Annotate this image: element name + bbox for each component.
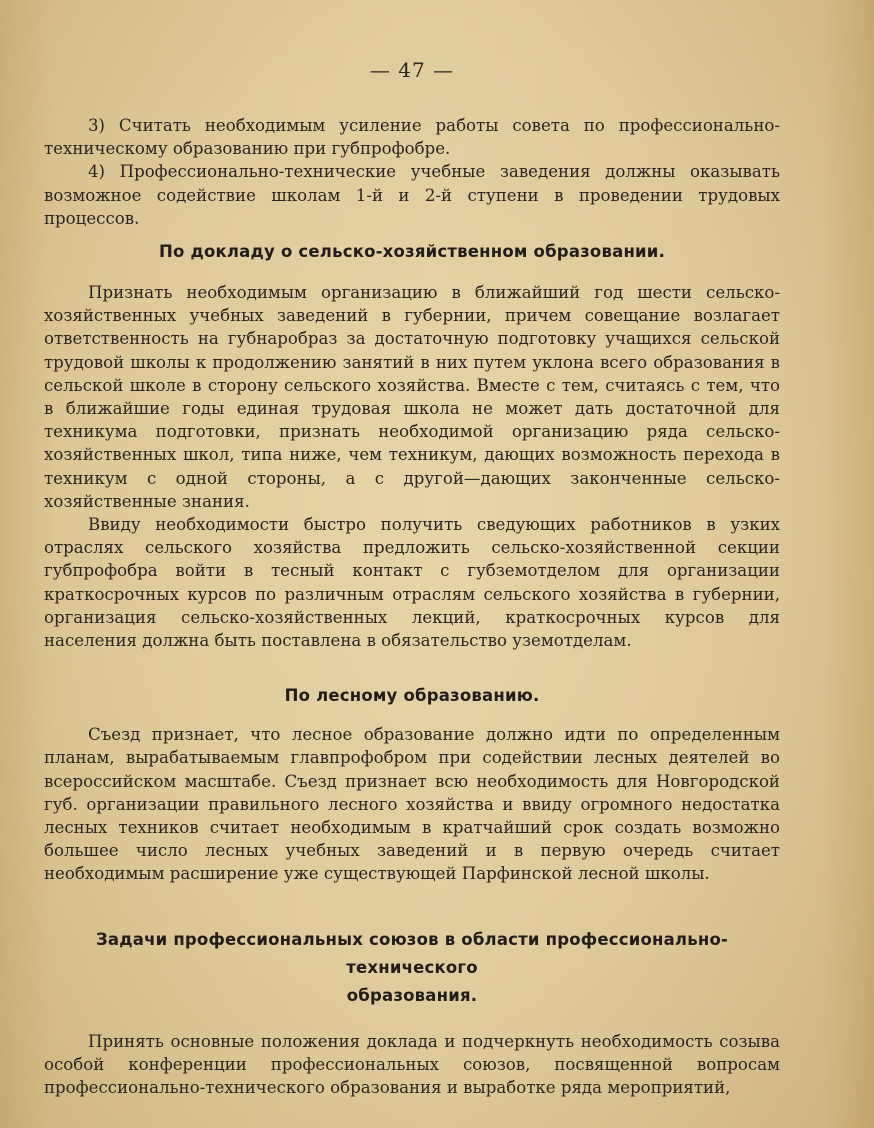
section-heading-trade-unions	[44, 926, 780, 1010]
paragraph-forestry-1: Съезд признает, что лесное образование должно идти по определенным планам, вырабатываемым главпрофобром при содействии лесных деятелей во всероссийском масштабе. Съезд признает всю необходимость для Новгородской губ. организации правильного лесного хозяйства и ввиду огромного недостатка лесных техников считает необходимым в кратчайший срок создать возможно большее число лесных учебных заведений и в первую очередь считает необходимым расширение уже существующей Парфинской лесной школы.	[44, 725, 780, 884]
list-item-3: 3) Считать необходимым усиление работы совета по профессионально-техническому образованию при губпрофобре.	[44, 116, 780, 159]
paragraph-agricultural-2: Ввиду необходимости быстро получить сведующих работников в узких отраслях сельского хозяйства предложить сельско-хозяйственной секции губпрофобра войти в тесный контакт с губземотделом для организации краткосрочных курсов по различным отраслям сельского хозяйства в губернии, организация сельско-хозяйственных лекций, краткосрочных курсов для населения должна быть поставлена в обязательство уземотделам.	[44, 515, 780, 651]
paragraph-agricultural-1: Признать необходимым организацию в ближайший год шести сельско-хозяйственных учебных заведений в губернии, причем совещание возлагает ответственность на губнаробраз за достаточную подготовку учащихся сельской трудовой школы к продолжению занятий в них путем уклона всего образования в сельской школе в сторону сельского хозяйства. Вместе с тем, считаясь с тем, что в ближайшие годы единая трудовая школа не может дать достаточной для техникума подготовки, признать необходимой организацию ряда сельско-хозяйственных школ, типа ниже, чем техникум, дающих возможность перехода в техникум с одной стороны, а с другой—дающих законченные сельско-хозяйственные знания.	[44, 283, 780, 511]
section-heading-forestry: По лесному образованию.	[284, 686, 540, 706]
list-item-4: 4) Профессионально-технические учебные заведения должны оказывать возможное содействие школам 1-й и 2-й ступени в проведении трудовых процессов.	[44, 162, 780, 228]
section-heading-trade-unions-line2: образования.	[346, 985, 478, 1005]
page-content	[44, 58, 780, 1099]
paragraph-trade-unions-1: Принять основные положения доклада и подчеркнуть необходимость созыва особой конференции профессиональных союзов, посвященной вопросам профессионально-технического образования и выработке ряда мероприятий,	[44, 1031, 780, 1098]
page-number: — 47 —	[369, 58, 455, 82]
section-heading-agricultural: По докладу о сельско-хозяйственном образовании.	[158, 242, 666, 262]
section-heading-trade-unions-line1: Задачи профессиональных союзов в области профессионально-технического	[95, 929, 729, 977]
